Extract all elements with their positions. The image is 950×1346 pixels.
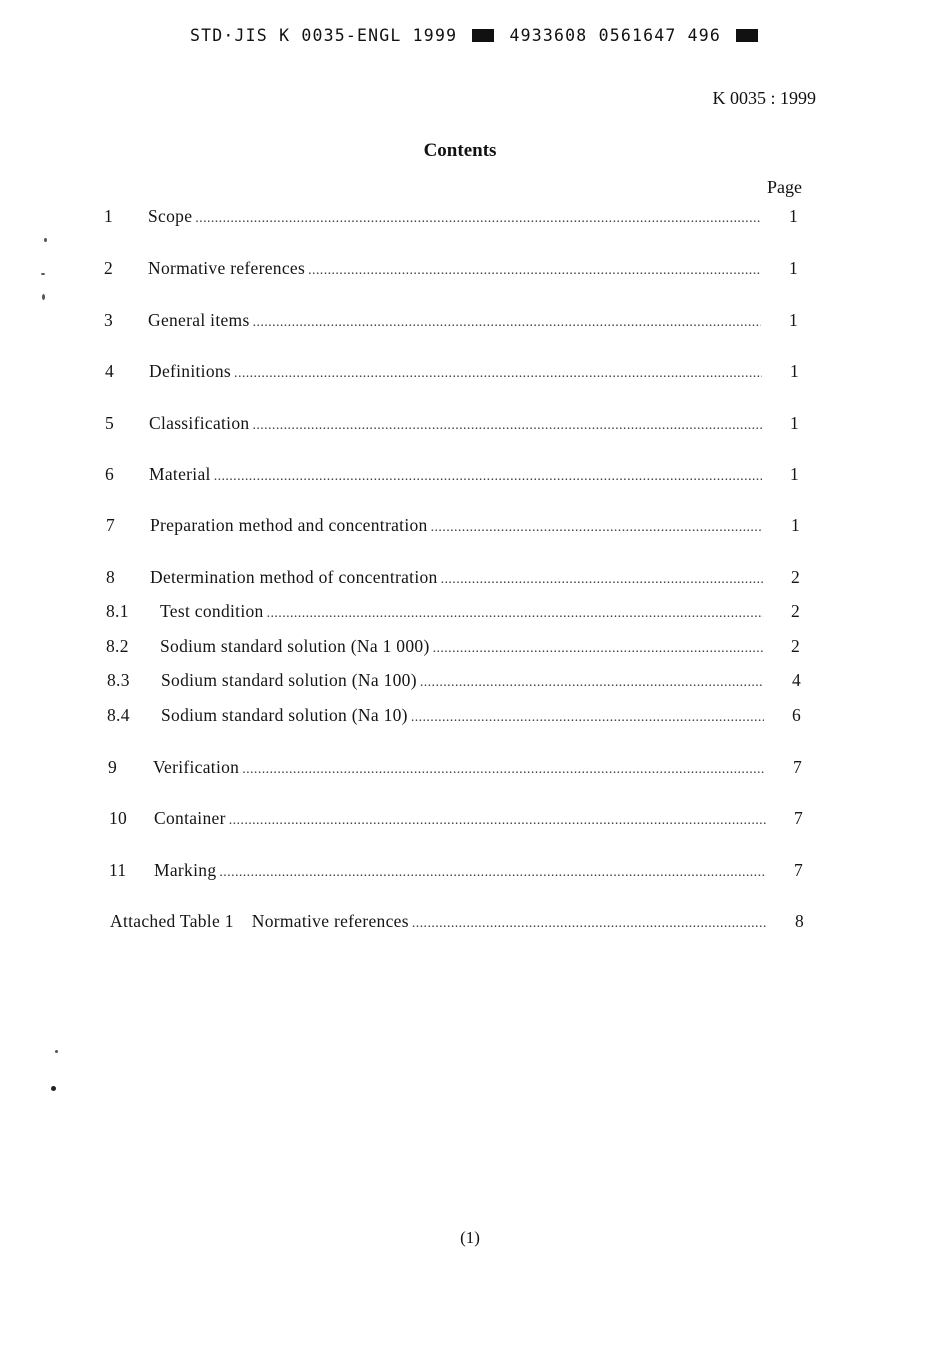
toc-entry-page: 1 [789,464,799,484]
toc-entry-page: 8 [794,911,804,931]
toc-entry-page: 4 [791,670,801,690]
scan-speck [41,273,45,275]
stamp-code-2: 0561647 496 [598,26,722,45]
page-number: (1) [460,1228,480,1247]
toc-entry-number: 9 [108,757,118,777]
dot-leader [267,606,763,622]
dot-leader [195,211,761,227]
toc-entry-title: Marking [154,860,217,880]
toc-entry-page: 1 [789,361,799,381]
toc-entry-number: 4 [105,361,115,381]
toc-entry-title: Material [149,464,211,484]
dot-leader [308,263,761,279]
toc-entry-page: 2 [790,601,800,621]
toc-entry-number: 11 [109,860,127,880]
toc-entry-number: 1 [104,206,114,226]
toc-entry-page: 1 [788,258,798,278]
dot-leader [214,469,762,485]
toc-entry-number: 3 [104,310,114,330]
toc-subentry[interactable] [106,636,800,660]
toc-entry[interactable] [109,860,803,884]
toc-entry-number: 8.4 [107,705,130,725]
toc-entry-number: 8.3 [107,670,130,690]
dot-leader [219,865,766,881]
scan-speck [44,238,47,242]
page-column-heading: Page [767,177,802,197]
toc-entry-page: 7 [793,808,803,828]
stamp-prefix: STD·JIS K 0035-ENGL 1999 [190,26,458,45]
toc-entry[interactable] [104,310,798,334]
dot-leader [253,315,761,331]
toc-entry-title: Classification [149,413,250,433]
toc-entry-number: 2 [104,258,114,278]
toc-subentry[interactable] [106,601,800,625]
toc-entry-number: 10 [109,808,128,828]
toc-entry-title: Test condition [160,601,264,621]
toc-entry-title: Sodium standard solution (Na 100) [161,670,417,690]
stamp-code-1: 4933608 [509,26,588,45]
dot-leader [411,710,764,726]
toc-entry-title: General items [148,310,250,330]
toc-entry[interactable] [105,413,799,437]
toc-entry[interactable] [105,361,799,385]
toc-entry-number: 8.2 [106,636,129,656]
toc-entry-attached-table[interactable] [110,911,804,935]
toc-entry-number: 5 [105,413,115,433]
toc-subentry[interactable] [107,670,801,694]
toc-entry-page: 2 [790,636,800,656]
contents-title: Contents [423,140,497,161]
dot-leader [412,916,767,932]
dot-leader [229,813,766,829]
toc-entry-title: Normative references [148,258,306,278]
toc-entry-title: Determination method of concentration [150,567,438,587]
scan-speck [51,1086,56,1091]
toc-entry-page: 7 [793,860,803,880]
toc-entry-title: Verification [153,757,240,777]
dot-leader [433,641,763,657]
toc-entry-page: 1 [790,515,800,535]
toc-entry-page: 1 [789,413,799,433]
toc-subentry[interactable] [107,705,801,729]
toc-entry-page: 2 [790,567,800,587]
toc-entry-page: 1 [788,206,798,226]
toc-entry-number: 7 [106,515,116,535]
dot-leader [420,675,764,691]
toc-entry-number: Attached Table 1 [110,911,234,931]
toc-entry-title: Container [154,808,226,828]
toc-entry[interactable] [109,808,803,832]
document-id: K 0035 : 1999 [712,88,816,108]
toc-entry-page: 7 [792,757,802,777]
toc-entry-title: Definitions [149,361,232,381]
dot-leader [441,572,763,588]
toc-entry-number: 6 [105,464,115,484]
toc-entry[interactable] [108,757,802,781]
toc-entry[interactable] [106,515,800,539]
toc-entry-title: Normative references [251,911,409,931]
dot-leader [242,762,765,778]
dot-leader [234,366,762,382]
scan-speck [55,1050,58,1053]
toc-entry-page: 6 [791,705,801,725]
dot-leader [431,520,763,536]
toc-entry-title: Scope [148,206,193,226]
toc-entry[interactable] [104,258,798,282]
toc-entry-number: 8 [106,567,116,587]
toc-entry-number: 8.1 [106,601,129,621]
scan-speck [42,294,45,300]
toc-entry-title: Preparation method and concentration [150,515,428,535]
toc-entry[interactable] [106,567,800,591]
toc-entry-page: 1 [788,310,798,330]
dot-leader [252,418,762,434]
toc-entry[interactable] [104,206,798,230]
toc-entry[interactable] [105,464,799,488]
toc-entry-title: Sodium standard solution (Na 10) [161,705,408,725]
toc-entry-title: Sodium standard solution (Na 1 000) [160,636,430,656]
